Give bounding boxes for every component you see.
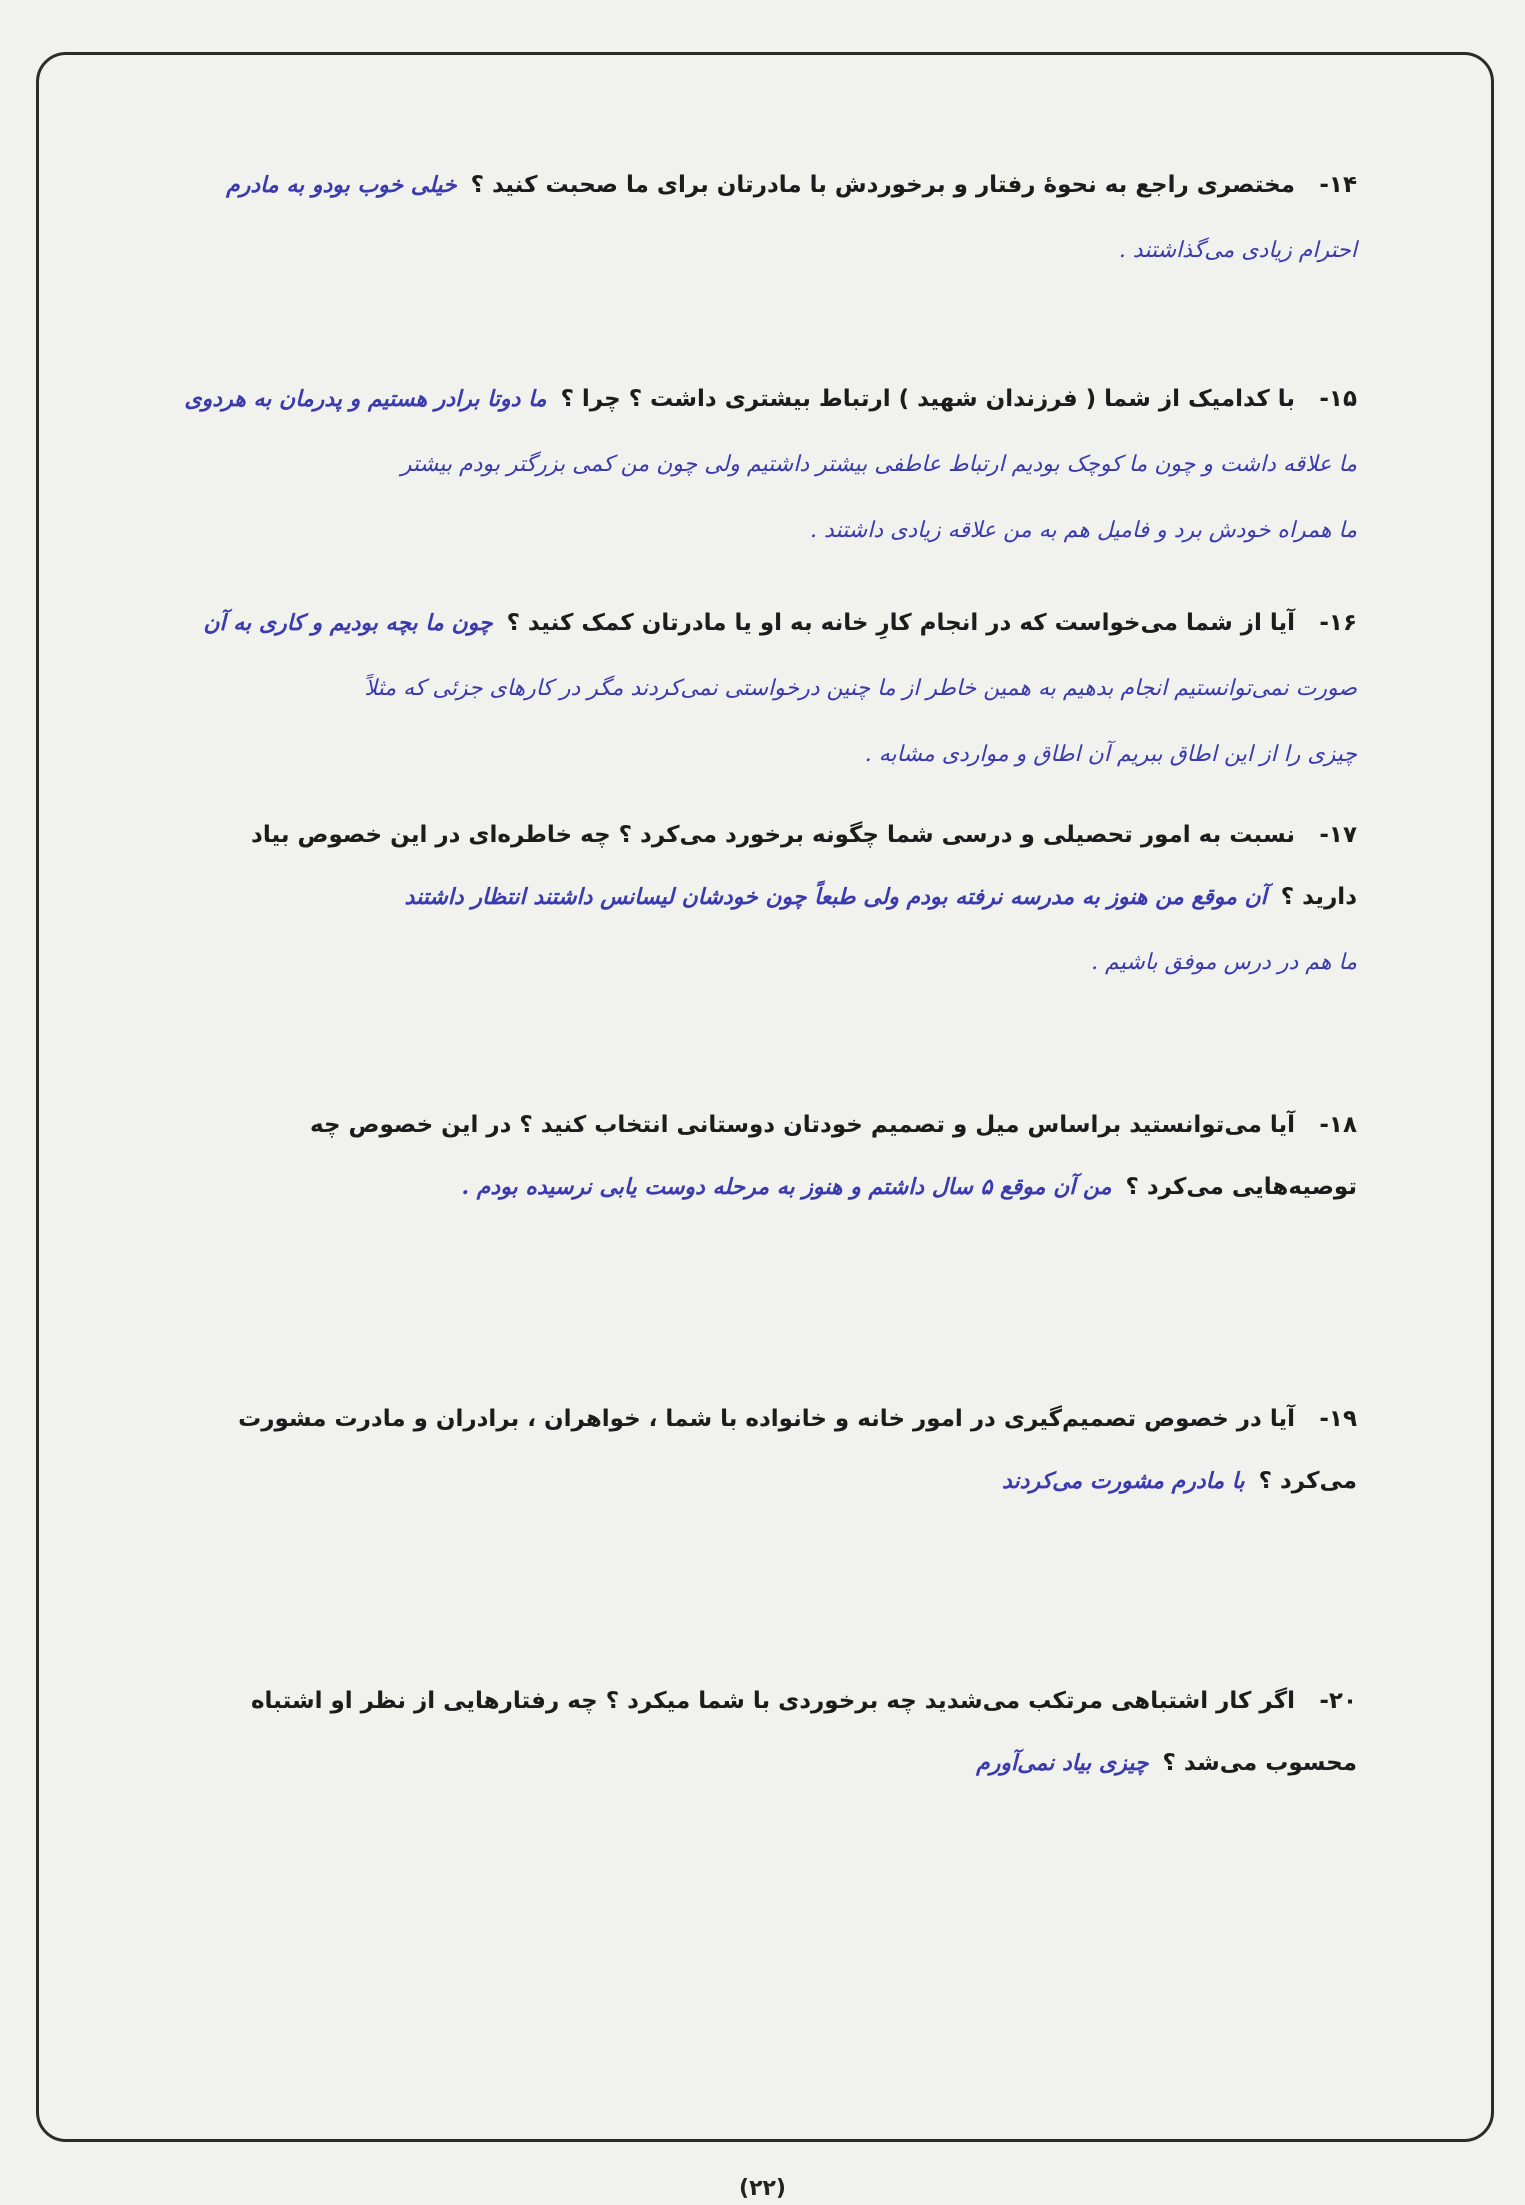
question-14 xyxy=(147,152,1357,284)
handwritten-answer-line: ما علاقه داشت و چون ما کوچک بودیم ارتباط عاطفی بیشتر داشتیم ولی چون من کمی بزرگتر بودم بیشتر xyxy=(400,452,1357,477)
question-text xyxy=(147,152,1357,218)
question-number: ۱۸- xyxy=(1319,1112,1357,1138)
question-text xyxy=(147,1730,1357,1796)
handwritten-answer: من آن موقع ۵ سال داشتم و هنوز به مرحله دوست یابی نرسیده بودم . xyxy=(461,1174,1112,1200)
question-line: با کدامیک از شما ( فرزندان شهید ) ارتباط بیشتری داشت ؟ چرا ؟ xyxy=(560,386,1295,412)
question-number: ۱۴- xyxy=(1319,172,1357,198)
question-line: آیا از شما می‌خواست که در انجام کارِ خانه به او یا مادرتان کمک کنید ؟ xyxy=(506,610,1295,636)
handwritten-answer-line: احترام زیادی می‌گذاشتند . xyxy=(1118,238,1357,263)
handwritten-answer-line: ما هم در درس موفق باشیم . xyxy=(1091,950,1357,975)
question-text xyxy=(147,1390,1357,1448)
question-number: ۱۷- xyxy=(1319,822,1357,848)
question-text xyxy=(147,1154,1357,1220)
question-line: محسوب می‌شد ؟ xyxy=(1162,1750,1357,1776)
question-line: مختصری راجع به نحوهٔ رفتار و برخوردش با مادرتان برای ما صحبت کنید ؟ xyxy=(470,172,1295,198)
question-line: آیا می‌توانستید براساس میل و تصمیم خودتان دوستانی انتخاب کنید ؟ در این خصوص چه xyxy=(310,1112,1295,1138)
question-19 xyxy=(147,1390,1357,1514)
handwritten-answer-line: ما همراه خودش برد و فامیل هم به من علاقه زیادی داشتند . xyxy=(810,518,1357,543)
question-number: ۲۰- xyxy=(1319,1688,1357,1714)
question-line: می‌کرد ؟ xyxy=(1258,1468,1357,1494)
question-16 xyxy=(147,590,1357,788)
handwritten-answer: آن موقع من هنوز به مدرسه نرفته بودم ولی طبعاً چون خودشان لیسانس داشتند انتظار داشتند xyxy=(404,884,1267,910)
question-18 xyxy=(147,1096,1357,1220)
question-text xyxy=(147,1672,1357,1730)
question-text xyxy=(147,1096,1357,1154)
handwritten-answer: چیزی بیاد نمی‌آورم xyxy=(976,1750,1149,1776)
question-line: اگر کار اشتباهی مرتکب می‌شدید چه برخوردی با شما میکرد ؟ چه رفتارهایی از نظر او اشتباه xyxy=(250,1688,1295,1714)
question-text xyxy=(147,590,1357,656)
question-line: توصیه‌هایی می‌کرد ؟ xyxy=(1125,1174,1357,1200)
question-line: دارید ؟ xyxy=(1280,884,1357,910)
question-17 xyxy=(147,806,1357,996)
question-15 xyxy=(147,366,1357,564)
question-20 xyxy=(147,1672,1357,1796)
question-line: آیا در خصوص تصمیم‌گیری در امور خانه و خانواده با شما ، خواهران ، برادران و مادرت مشورت xyxy=(238,1406,1295,1432)
question-number: ۱۵- xyxy=(1319,386,1357,412)
question-line: نسبت به امور تحصیلی و درسی شما چگونه برخورد می‌کرد ؟ چه خاطره‌ای در این خصوص بیاد xyxy=(251,822,1295,848)
page-number: (۲۲) xyxy=(739,2176,786,2201)
question-text xyxy=(147,864,1357,930)
question-number: ۱۹- xyxy=(1319,1406,1357,1432)
question-text xyxy=(147,806,1357,864)
question-number: ۱۶- xyxy=(1319,610,1357,636)
question-text xyxy=(147,366,1357,432)
handwritten-answer-line: صورت نمی‌توانستیم انجام بدهیم به همین خاطر از ما چنین درخواستی نمی‌کردند مگر در کارهای جزئی که مثلاً xyxy=(364,676,1357,701)
question-text xyxy=(147,1448,1357,1514)
handwritten-answer: خیلی خوب بودو به مادرم xyxy=(226,172,457,198)
handwritten-answer: ما دوتا برادر هستیم و پدرمان به هردوی xyxy=(184,386,547,412)
handwritten-answer-line: چیزی را از این اطاق ببریم آن اطاق و مواردی مشابه . xyxy=(864,742,1357,767)
handwritten-answer: چون ما بچه بودیم و کاری به آن xyxy=(203,610,493,636)
handwritten-answer: با مادرم مشورت می‌کردند xyxy=(1001,1468,1245,1494)
